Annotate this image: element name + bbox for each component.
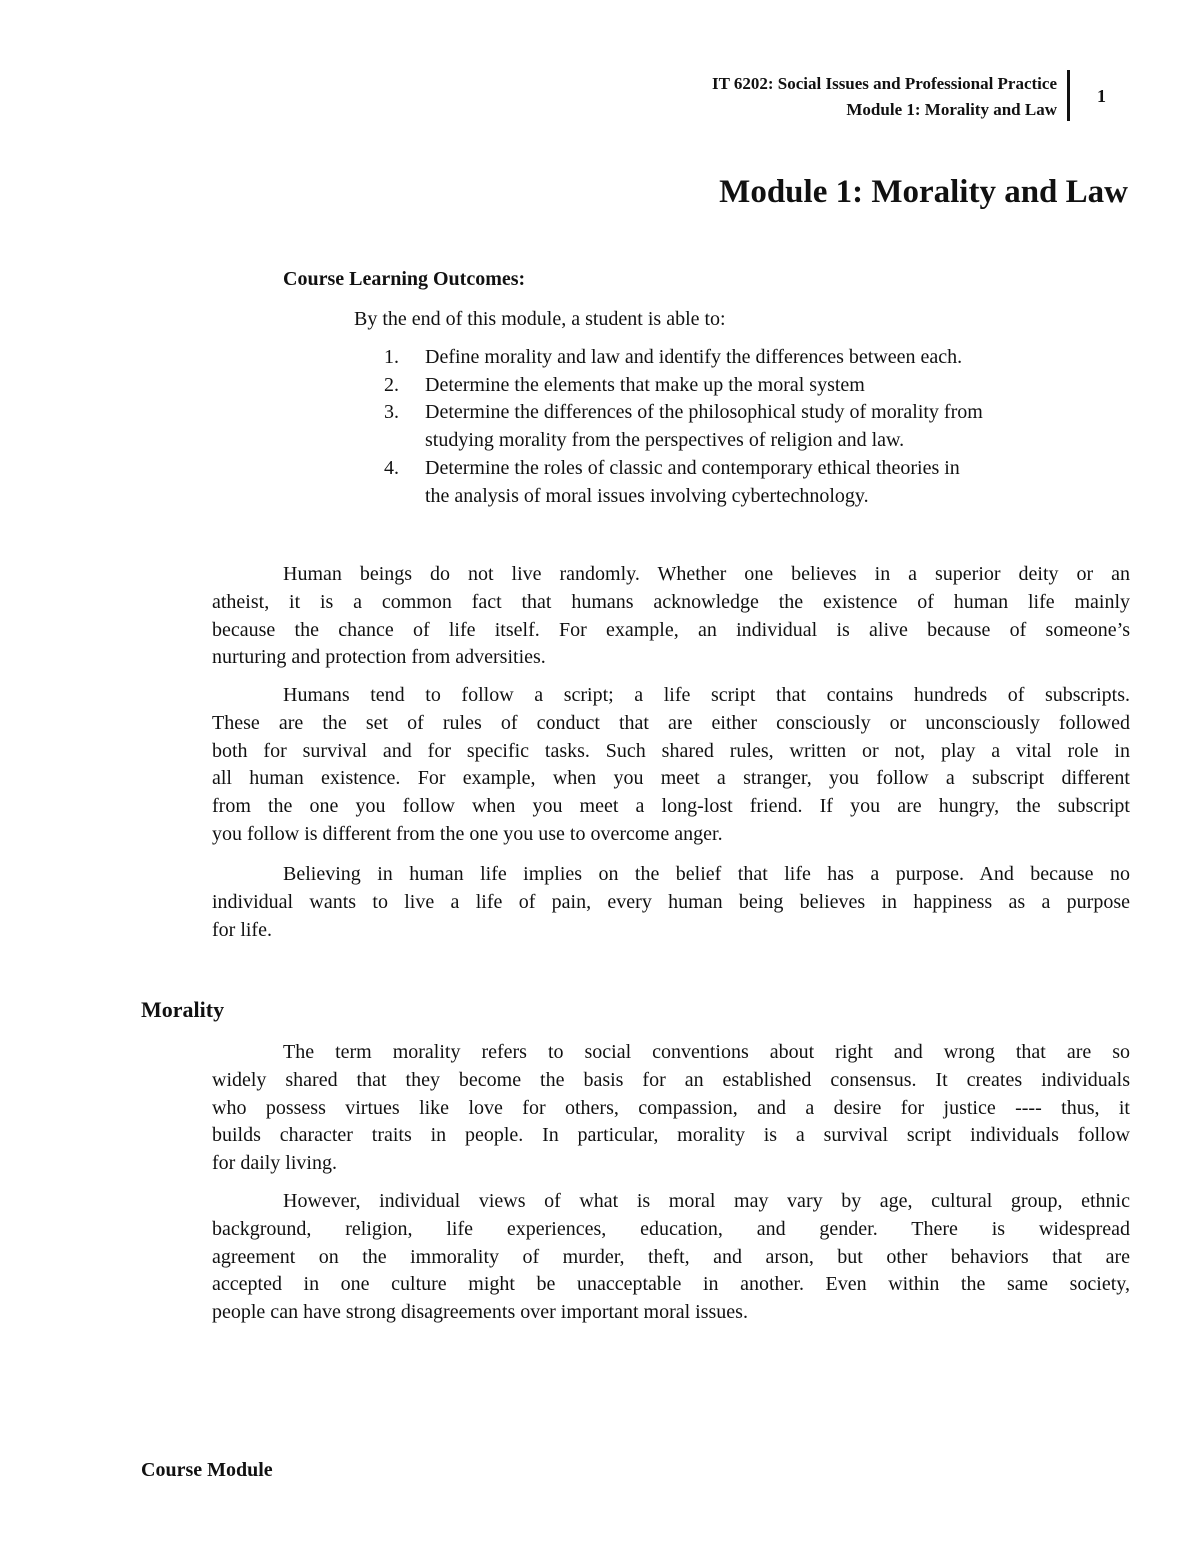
paragraph-line: background, religion, life experiences, education, and gender. There is widespread bbox=[212, 1217, 1130, 1240]
outcome-text: Define morality and law and identify the differences between each. bbox=[425, 346, 963, 368]
paragraph-line: However, individual views of what is moral may vary by age, cultural group, ethnic bbox=[283, 1190, 1130, 1212]
paragraph-line: accepted in one culture might be unacceptable in another. Even within the same society, bbox=[212, 1273, 1130, 1296]
paragraph bbox=[212, 1039, 1130, 1178]
page-title: Module 1: Morality and Law bbox=[719, 174, 1128, 210]
header-module: Module 1: Morality and Law bbox=[846, 100, 1057, 119]
paragraph-line: Human beings do not live randomly. Whether one believes in a superior deity or an bbox=[283, 563, 1130, 585]
outcome-number: 2. bbox=[384, 374, 399, 396]
paragraph-line: all human existence. For example, when you meet a stranger, you follow a subscript different bbox=[212, 767, 1130, 790]
paragraph-line: nurturing and protection from adversities. bbox=[212, 646, 546, 669]
paragraph-line: Believing in human life implies on the belief that life has a purpose. And because no bbox=[283, 863, 1130, 885]
paragraph-line: both for survival and for specific tasks. Such shared rules, written or not, play a vital role in bbox=[212, 739, 1130, 762]
paragraph-line: from the one you follow when you meet a long-lost friend. If you are hungry, the subscript bbox=[212, 795, 1130, 818]
paragraph-line: because the chance of life itself. For example, an individual is alive because of someone’s bbox=[212, 618, 1130, 641]
paragraph-line: who possess virtues like love for others, compassion, and a desire for justice ---- thus, it bbox=[212, 1096, 1130, 1119]
paragraph-line: Humans tend to follow a script; a life script that contains hundreds of subscripts. bbox=[283, 684, 1130, 706]
outcome-text: Determine the roles of classic and contemporary ethical theories in bbox=[425, 457, 960, 479]
outcome-text: Determine the elements that make up the moral system bbox=[425, 374, 865, 396]
paragraph-line: agreement on the immorality of murder, theft, and arson, but other behaviors that are bbox=[212, 1245, 1130, 1268]
paragraph bbox=[212, 682, 1130, 849]
outcome-number: 3. bbox=[384, 401, 399, 423]
page-number: 1 bbox=[1097, 86, 1106, 106]
outcomes-intro: By the end of this module, a student is able to: bbox=[354, 308, 726, 330]
header-divider bbox=[1067, 70, 1070, 121]
paragraph-line: The term morality refers to social conventions about right and wrong that are so bbox=[283, 1041, 1130, 1063]
paragraph-line: builds character traits in people. In particular, morality is a survival script individuals follow bbox=[212, 1124, 1130, 1147]
paragraph-line: atheist, it is a common fact that humans acknowledge the existence of human life mainly bbox=[212, 590, 1130, 613]
paragraph bbox=[212, 861, 1130, 944]
paragraph-line: These are the set of rules of conduct that are either consciously or unconsciously followed bbox=[212, 711, 1130, 734]
outcome-text: the analysis of moral issues involving cybertechnology. bbox=[425, 485, 869, 507]
outcome-number: 1. bbox=[384, 346, 399, 368]
footer-course-module: Course Module bbox=[141, 1459, 273, 1481]
outcome-number: 4. bbox=[384, 457, 399, 479]
header-course: IT 6202: Social Issues and Professional Practice bbox=[711, 74, 1057, 93]
running-header bbox=[712, 71, 1057, 123]
paragraph-line: people can have strong disagreements over important moral issues. bbox=[212, 1301, 748, 1324]
paragraph-line: individual wants to live a life of pain, every human being believes in happiness as a purpose bbox=[212, 890, 1130, 913]
outcomes-heading: Course Learning Outcomes: bbox=[283, 268, 526, 290]
outcome-text: Determine the differences of the philosophical study of morality from bbox=[425, 401, 983, 423]
paragraph-line: widely shared that they become the basis for an established consensus. It creates individuals bbox=[212, 1068, 1130, 1091]
paragraph-line: for life. bbox=[212, 918, 272, 941]
paragraph bbox=[212, 1188, 1130, 1327]
paragraph-line: for daily living. bbox=[212, 1152, 337, 1175]
section-heading-morality: Morality bbox=[141, 997, 225, 1022]
paragraph-line: you follow is different from the one you use to overcome anger. bbox=[212, 822, 723, 845]
outcome-text: studying morality from the perspectives of religion and law. bbox=[425, 429, 905, 451]
paragraph bbox=[212, 561, 1130, 672]
